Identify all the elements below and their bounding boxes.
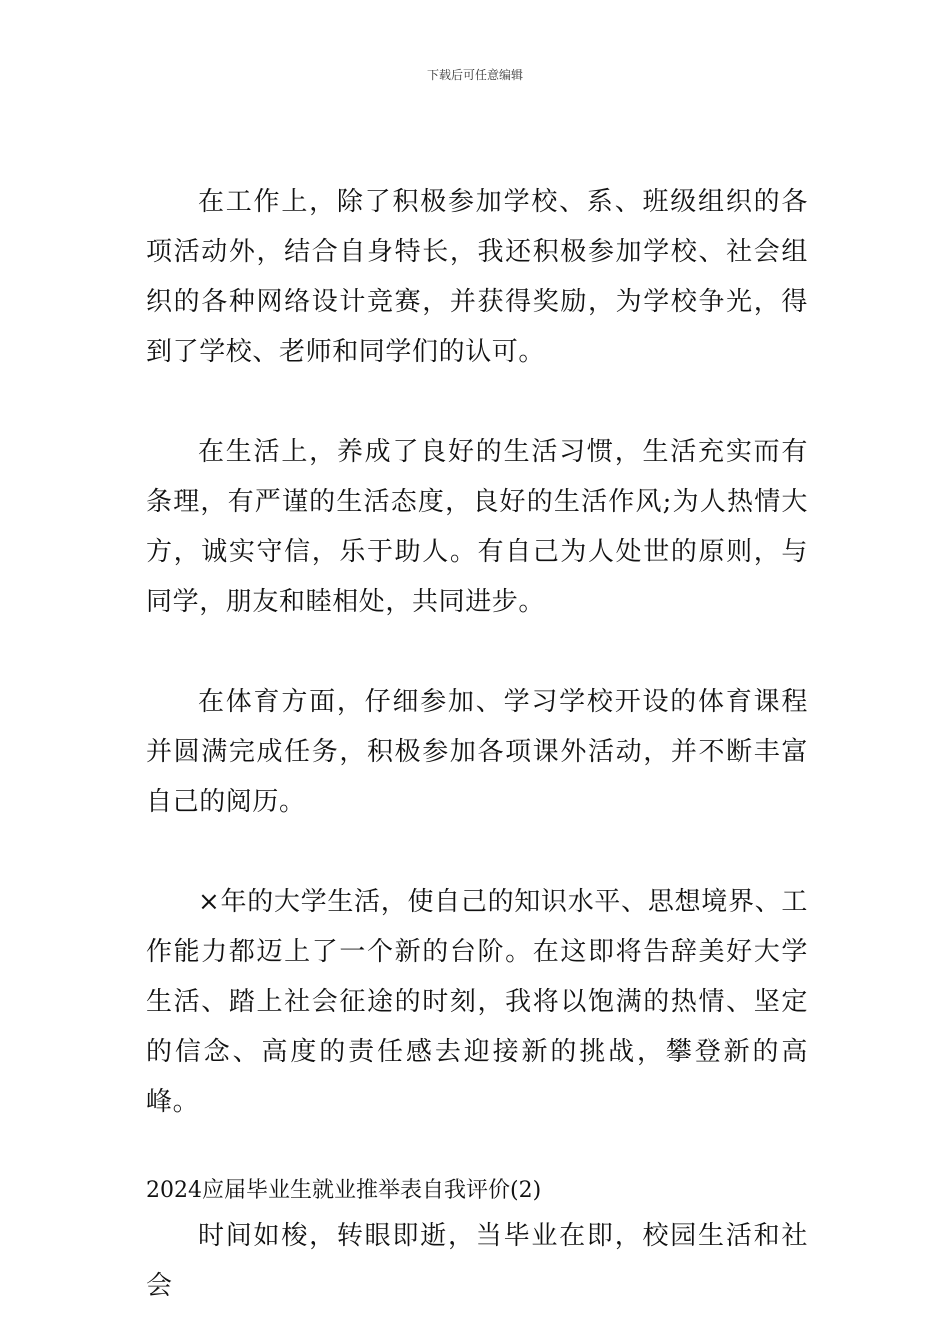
header-note: 下载后可任意编辑 — [426, 68, 523, 82]
paragraph-life: 在生活上，养成了良好的生活习惯，生活充实而有条理，有严谨的生活态度，良好的生活作风;为人热情大方，诚实守信，乐于助人。有自己为人处世的原则，与同学，朋友和睦相处，共同进步。 — [146, 437, 808, 617]
paragraph-work: 在工作上，除了积极参加学校、系、班级组织的各项活动外，结合自身特长，我还积极参加学校、社会组织的各种网络设计竞赛，并获得奖励，为学校争光，得到了学校、老师和同学们的认可。 — [146, 187, 808, 367]
section-title: 2024应届毕业生就业推举表自我评价(2) — [146, 1178, 542, 1203]
paragraph-summary: ×年的大学生活，使自己的知识水平、思想境界、工作能力都迈上了一个新的台阶。在这即将告辞美好大学生活、踏上社会征途的时刻，我将以饱满的热情、坚定的信念、高度的责任感去迎接新的挑战，攀登新的高峰。 — [146, 887, 808, 1117]
document-body — [146, 177, 808, 1311]
paragraph-sports: 在体育方面，仔细参加、学习学校开设的体育课程并圆满完成任务，积极参加各项课外活动，并不断丰富自己的阅历。 — [146, 687, 808, 817]
paragraph-next: 时间如梭，转眼即逝，当毕业在即，校园生活和社会 — [146, 1221, 808, 1301]
